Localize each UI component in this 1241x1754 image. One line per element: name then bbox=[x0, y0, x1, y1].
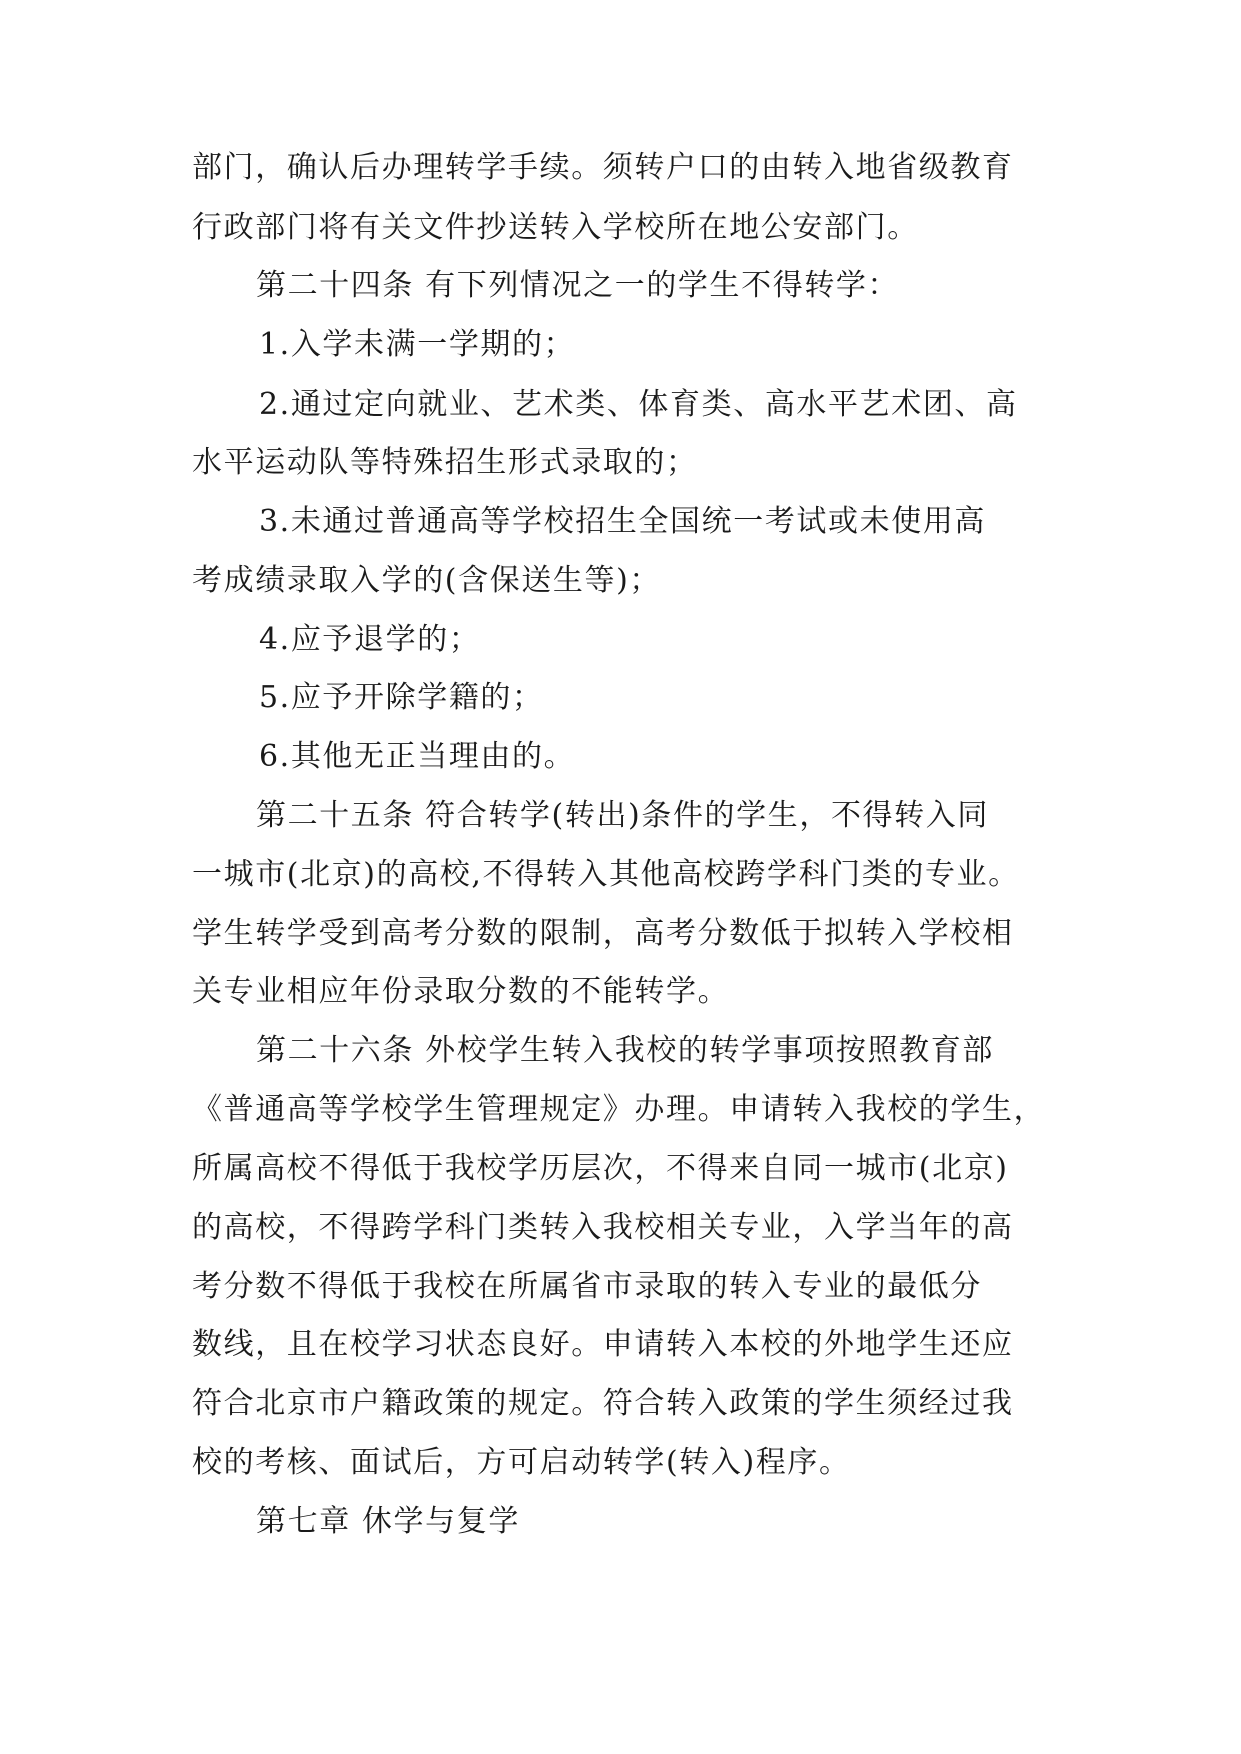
paragraph-line: 一城市(北京)的高校,不得转入其他高校跨学科门类的专业。 bbox=[192, 857, 1020, 892]
paragraph-line: 数线，且在校学习状态良好。申请转入本校的外地学生还应 bbox=[192, 1327, 1014, 1362]
article-26-heading: 第二十六条 外校学生转入我校的转学事项按照教育部 bbox=[256, 1033, 994, 1068]
paragraph-line: 所属高校不得低于我校学历层次，不得来自同一城市(北京) bbox=[192, 1151, 1009, 1186]
paragraph-line: 《普通高等学校学生管理规定》办理。申请转入我校的学生， bbox=[192, 1092, 1046, 1127]
list-item: 2.通过定向就业、艺术类、体育类、高水平艺术团、高 bbox=[259, 387, 1018, 422]
list-item: 1.入学未满一学期的； bbox=[259, 327, 576, 362]
list-item: 5.应予开除学籍的； bbox=[259, 680, 544, 715]
paragraph-line: 部门，确认后办理转学手续。须转户口的由转入地省级教育 bbox=[192, 150, 1014, 185]
article-24-heading: 第二十四条 有下列情况之一的学生不得转学： bbox=[256, 268, 900, 303]
paragraph-line: 学生转学受到高考分数的限制，高考分数低于拟转入学校相 bbox=[192, 916, 1014, 951]
paragraph-line: 行政部门将有关文件抄送转入学校所在地公安部门。 bbox=[192, 210, 919, 245]
list-item: 6.其他无正当理由的。 bbox=[259, 739, 576, 774]
paragraph-line: 关专业相应年份录取分数的不能转学。 bbox=[192, 974, 730, 1009]
paragraph-line: 水平运动队等特殊招生形式录取的； bbox=[192, 445, 698, 480]
list-item: 3.未通过普通高等学校招生全国统一考试或未使用高 bbox=[259, 504, 987, 539]
paragraph-line: 考成绩录取入学的(含保送生等)； bbox=[192, 563, 662, 598]
paragraph-line: 的高校，不得跨学科门类转入我校相关专业，入学当年的高 bbox=[192, 1210, 1014, 1245]
chapter-7-heading: 第七章 休学与复学 bbox=[256, 1504, 520, 1539]
article-25-heading: 第二十五条 符合转学(转出)条件的学生，不得转入同 bbox=[256, 798, 989, 833]
paragraph-line: 符合北京市户籍政策的规定。符合转入政策的学生须经过我 bbox=[192, 1386, 1014, 1421]
paragraph-line: 校的考核、面试后，方可启动转学(转入)程序。 bbox=[192, 1445, 851, 1480]
paragraph-line: 考分数不得低于我校在所属省市录取的转入专业的最低分 bbox=[192, 1269, 982, 1304]
list-item: 4.应予退学的； bbox=[259, 622, 481, 657]
